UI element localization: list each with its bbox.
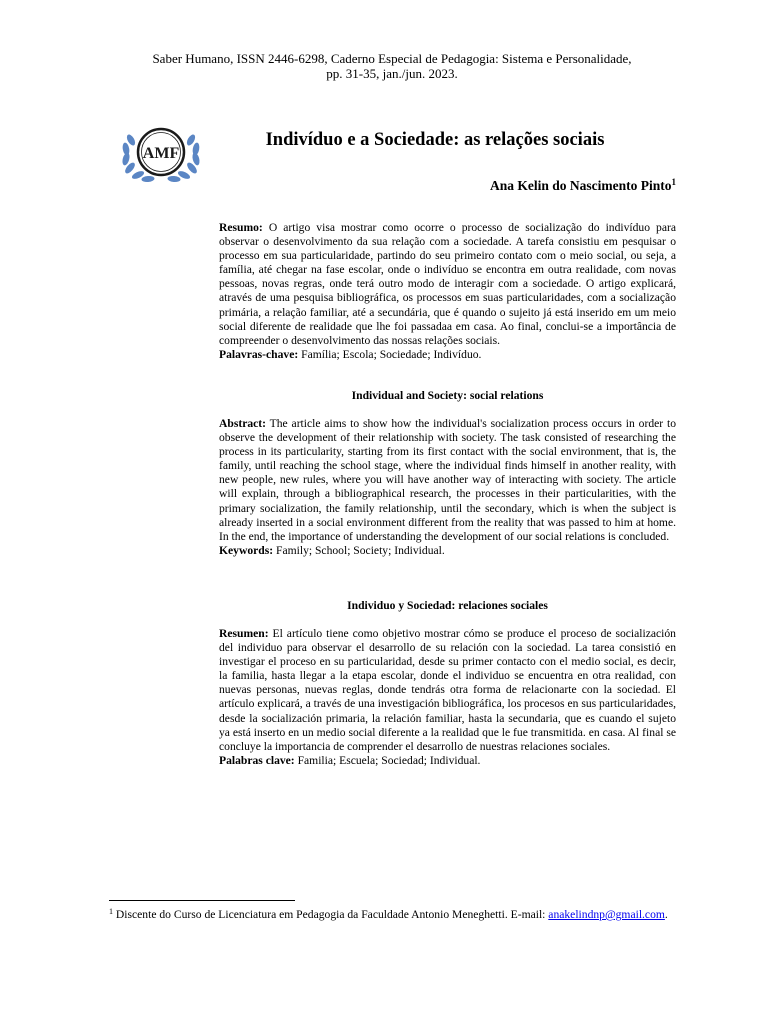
resumo-paragraph: [219, 221, 676, 348]
resumo-label: Resumo:: [219, 221, 263, 234]
footnote-end: .: [664, 908, 668, 921]
resumen-paragraph: [219, 627, 676, 754]
author-email-link[interactable]: anakelindnp@gmail.com: [548, 908, 665, 921]
footnote-text: Discente do Curso de Licenciatura em Pedagogia da Faculdade Antonio Meneghetti. E-mail:: [115, 908, 546, 921]
abstract-keywords-text: Family; School; Society; Individual.: [276, 543, 445, 557]
author-name: [490, 178, 676, 194]
resumo-keywords-label: Palavras-chave:: [219, 347, 299, 361]
amf-logo: [117, 122, 205, 188]
footnote: [109, 908, 675, 922]
journal-header: [80, 51, 704, 81]
resumen-block: [219, 627, 676, 768]
resumen-keywords-text: Familia; Escuela; Sociedad; Individual.: [297, 753, 481, 767]
english-title: Individual and Society: social relations: [351, 389, 544, 402]
resumo-block: [219, 221, 676, 362]
article-title: Indivíduo e a Sociedade: as relações sociais: [265, 130, 605, 150]
abstract-block: [219, 417, 676, 558]
abstract-label: Abstract:: [219, 417, 267, 430]
journal-header-line1: Saber Humano, ISSN 2446-6298, Caderno Especial de Pedagogia: Sistema e Personalidade,: [152, 51, 632, 66]
footnote-mark: 1: [109, 907, 113, 916]
resumen-label: Resumen:: [219, 627, 269, 640]
abstract-keywords: [219, 544, 676, 558]
laurel-logo-icon: [117, 122, 205, 188]
footnote-divider: [109, 900, 295, 901]
resumen-keywords-label: Palabras clave:: [219, 753, 295, 767]
abstract-paragraph: [219, 417, 676, 544]
resumen-keywords: [219, 754, 676, 768]
logo-text: AMF: [142, 145, 180, 162]
abstract-keywords-label: Keywords:: [219, 543, 274, 557]
journal-header-line2: pp. 31-35, jan./jun. 2023.: [326, 66, 458, 81]
resumo-text: O artigo visa mostrar como ocorre o processo de socialização do indivíduo para observar o desenvolvimento da sua relação com a sociedade. A tarefa consistiu em pesquisar o processo em sua particularidade, partindo do seu primeiro contato com o meio social, ou seja, a família, até chegar na fase escolar, onde o indivíduo se encontra em outra realidade, com novas pessoas, novas regras, onde terá outro modo de interagir com a sociedade. O artigo explicará, através de uma pesquisa bibliográfica, os processos em suas particularidades, com a socialização primária, a relação familiar, até a secundária, que é quando o sujeito já está inserido em um meio social diferente de realidade que lhe foi passadaa em casa. Ao final, conclui-se a importância de compreender o desenvolvimento das nossas relações sociais.: [219, 221, 676, 347]
spanish-title: Individuo y Sociedad: relaciones sociales: [347, 599, 548, 612]
resumen-text: El artículo tiene como objetivo mostrar cómo se produce el proceso de socialización del individuo para observar el desarrollo de su relación con la sociedad. La tarea consistió en investigar el proceso en su particularidad, desde su primer contacto con el medio social, es decir, la familia, hasta llegar a la etapa escolar, donde el individuo se encuentra en otra realidad, con nuevas personas, nuevas reglas, donde tendrás otra forma de relacionarte con la sociedad. El artículo explicará, a través de una investigación bibliográfica, los procesos en sus particularidades, desde la socialización primaria, la relación familiar, hasta la secundaria, que es cuando el sujeto ya está inserto en un medio social diferente a la realidad que le fue transmitida. en casa. Al final se concluye la importancia de comprender el desarrollo de nuestras relaciones sociales.: [219, 627, 676, 753]
abstract-text: The article aims to show how the individual's socialization process occurs in order to observe the development of their relationship with society. The task consisted of researching the process in its particularity, starting from its first contact with the social environment, that is, the family, until reaching the school stage, where the individual finds himself in another reality, with new people, new rules, where you will have another way of interacting with society. The article will explain, through a bibliographical research, the processes in their particularities, with the primary socialization, the family relationship, until the secondary, which is when the subject is already inserted in a social environment different from the reality that was passed to him at home. In the end, the importance of understanding the development of our social relations is concluded.: [219, 417, 676, 543]
resumo-keywords-text: Família; Escola; Sociedade; Indivíduo.: [301, 347, 482, 361]
author-footnote-mark[interactable]: 1: [671, 177, 676, 187]
resumo-keywords: [219, 348, 676, 362]
author-name-text: Ana Kelin do Nascimento Pinto: [489, 178, 672, 193]
